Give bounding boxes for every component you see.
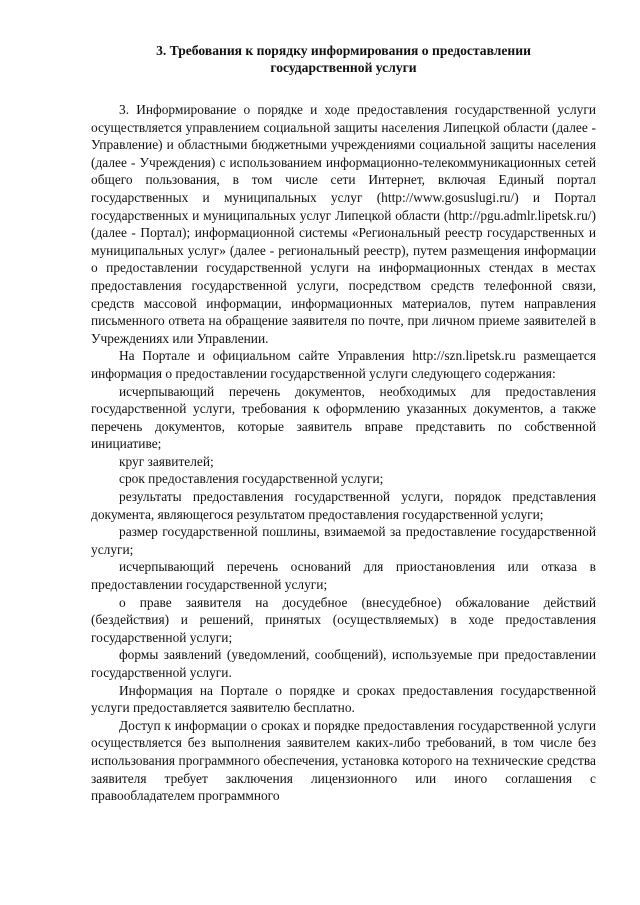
paragraph-access-conditions: Доступ к информации о сроках и порядке предоставления государственной услуги осуществляется без выполнения заявителем каких-либо требований, в том числе без использования программного обеспечения, установка которого на технические средства заявителя требует заключения лицензионного или иного соглашения с правообладателем программного	[91, 717, 596, 804]
list-item-applicants: круг заявителей;	[119, 453, 214, 469]
list-item-appeal-right: о праве заявителя на досудебное (внесудебное) обжалование действий (бездействия) и решений, принятых (осуществляемых) в ходе предоставления государственной услуги;	[91, 594, 596, 645]
list-item-results: результаты предоставления государственной услуги, порядок представления документа, являющегося результатом предоставления государственной услуги;	[91, 489, 596, 522]
section-heading: 3. Требования к порядку информирования о предоставлении государственной услуги	[156, 43, 531, 75]
list-item-fee: размер государственной пошлины, взимаемой за предоставление государственной услуги;	[91, 524, 596, 557]
document-page	[91, 42, 596, 805]
paragraph-portal-info: На Портале и официальном сайте Управления http://szn.lipetsk.ru размещается информация о предоставлении государственной услуги следующего содержания:	[91, 348, 596, 381]
paragraph-informing-methods: 3. Информирование о порядке и ходе предоставления государственной услуги осуществляется управлением социальной защиты населения Липецкой области (далее - Управление) и областными бюджетными учреждениями социальной защиты населения (далее - Учреждения) с использованием информационно-телекоммуникационных сетей общего пользования, в том числе сети Интернет, включая Единый портал государственных и муниципальных услуг (http://www.gosuslugi.ru/) и Портал государственных и муниципальных услуг Липецкой области (http://pgu.admlr.lipetsk.ru/) (далее - Портал); информационной системы «Региональный реестр государственных и муниципальных услуг» (далее - региональный реестр), путем размещения информации о предоставлении государственной услуги на информационных стендах в местах предоставления государственной услуги, посредством средств телефонной связи, средств массовой информации, информационных материалов, путем направления письменного ответа на обращение заявителя по почте, при личном приеме заявителей в Учреждениях или Управлении.	[91, 102, 596, 346]
list-item-refusal-grounds: исчерпывающий перечень оснований для приостановления или отказа в предоставлении государственной услуги;	[91, 559, 596, 593]
list-item-documents: исчерпывающий перечень документов, необходимых для предоставления государственной услуги, требования к оформлению указанных документов, а также перечень документов, которые заявитель вправе представить по собственной инициативе;	[91, 383, 596, 452]
list-item-term: срок предоставления государственной услуги;	[119, 471, 384, 487]
list-item-application-forms: формы заявлений (уведомлений, сообщений), используемые при предоставлении государственной услуги.	[91, 647, 596, 680]
paragraph-free-info: Информация на Портале о порядке и сроках предоставления государственной услуги предоставляется заявителю бесплатно.	[91, 682, 596, 716]
